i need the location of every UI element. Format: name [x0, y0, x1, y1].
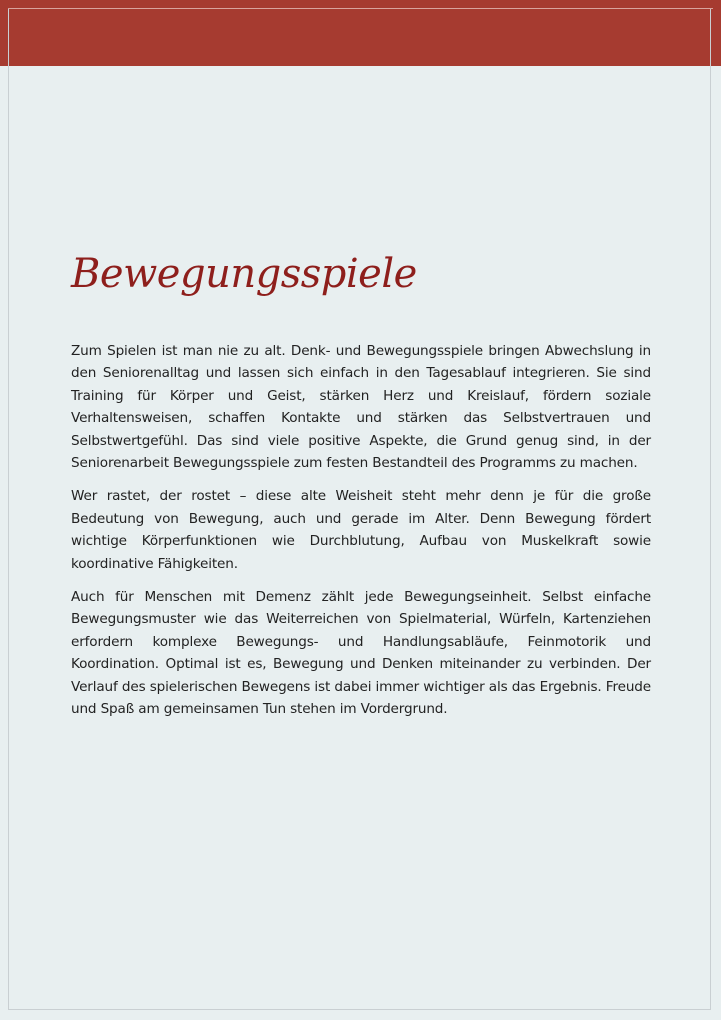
main-content: [71, 246, 651, 732]
paragraph-dementia: Auch für Menschen mit Demenz zählt jede Bewegungseinheit. Selbst einfache Bewegungsmuster wie das Weiterreichen von Spielmaterial, Würfeln, Kartenziehen erfordern komplexe Bewegungs- und Handlungsabläufe, Feinmotorik und Koordination. Optimal ist es, Bewegung und Denken miteinander zu verbinden. Der Verlauf des spielerischen Bewegens ist dabei immer wichtiger als das Ergebnis. Freude und Spaß am gemeinsamen Tun stehen im Vordergrund.: [71, 589, 651, 718]
paragraph-intro: Zum Spielen ist man nie zu alt. Denk- und Bewegungsspiele bringen Abwechslung in den Seniorenalltag und lassen sich einfach in den Tagesablauf integrieren. Sie sind Training für Körper und Geist, stärken Herz und Kreislauf, fördern soziale Verhaltensweisen, schaffen Kontakte und stärken das Selbstvertrauen und Selbstwertgefühl. Das sind viele positive Aspekte, die Grund genug sind, in der Seniorenarbeit Bewegungsspiele zum festen Bestandteil des Programms zu machen.: [71, 343, 651, 472]
paragraph-movement-importance: Wer rastet, der rostet – diese alte Weisheit steht mehr denn je für die große Bedeutung von Bewegung, auch und gerade im Alter. Denn Bewegung fördert wichtige Körperfunktionen wie Durchblutung, Aufbau von Muskelkraft sowie koordinative Fähigkeiten.: [71, 488, 651, 572]
frame-top-line: [8, 8, 713, 9]
page-title: Bewegungsspiele: [71, 251, 417, 297]
